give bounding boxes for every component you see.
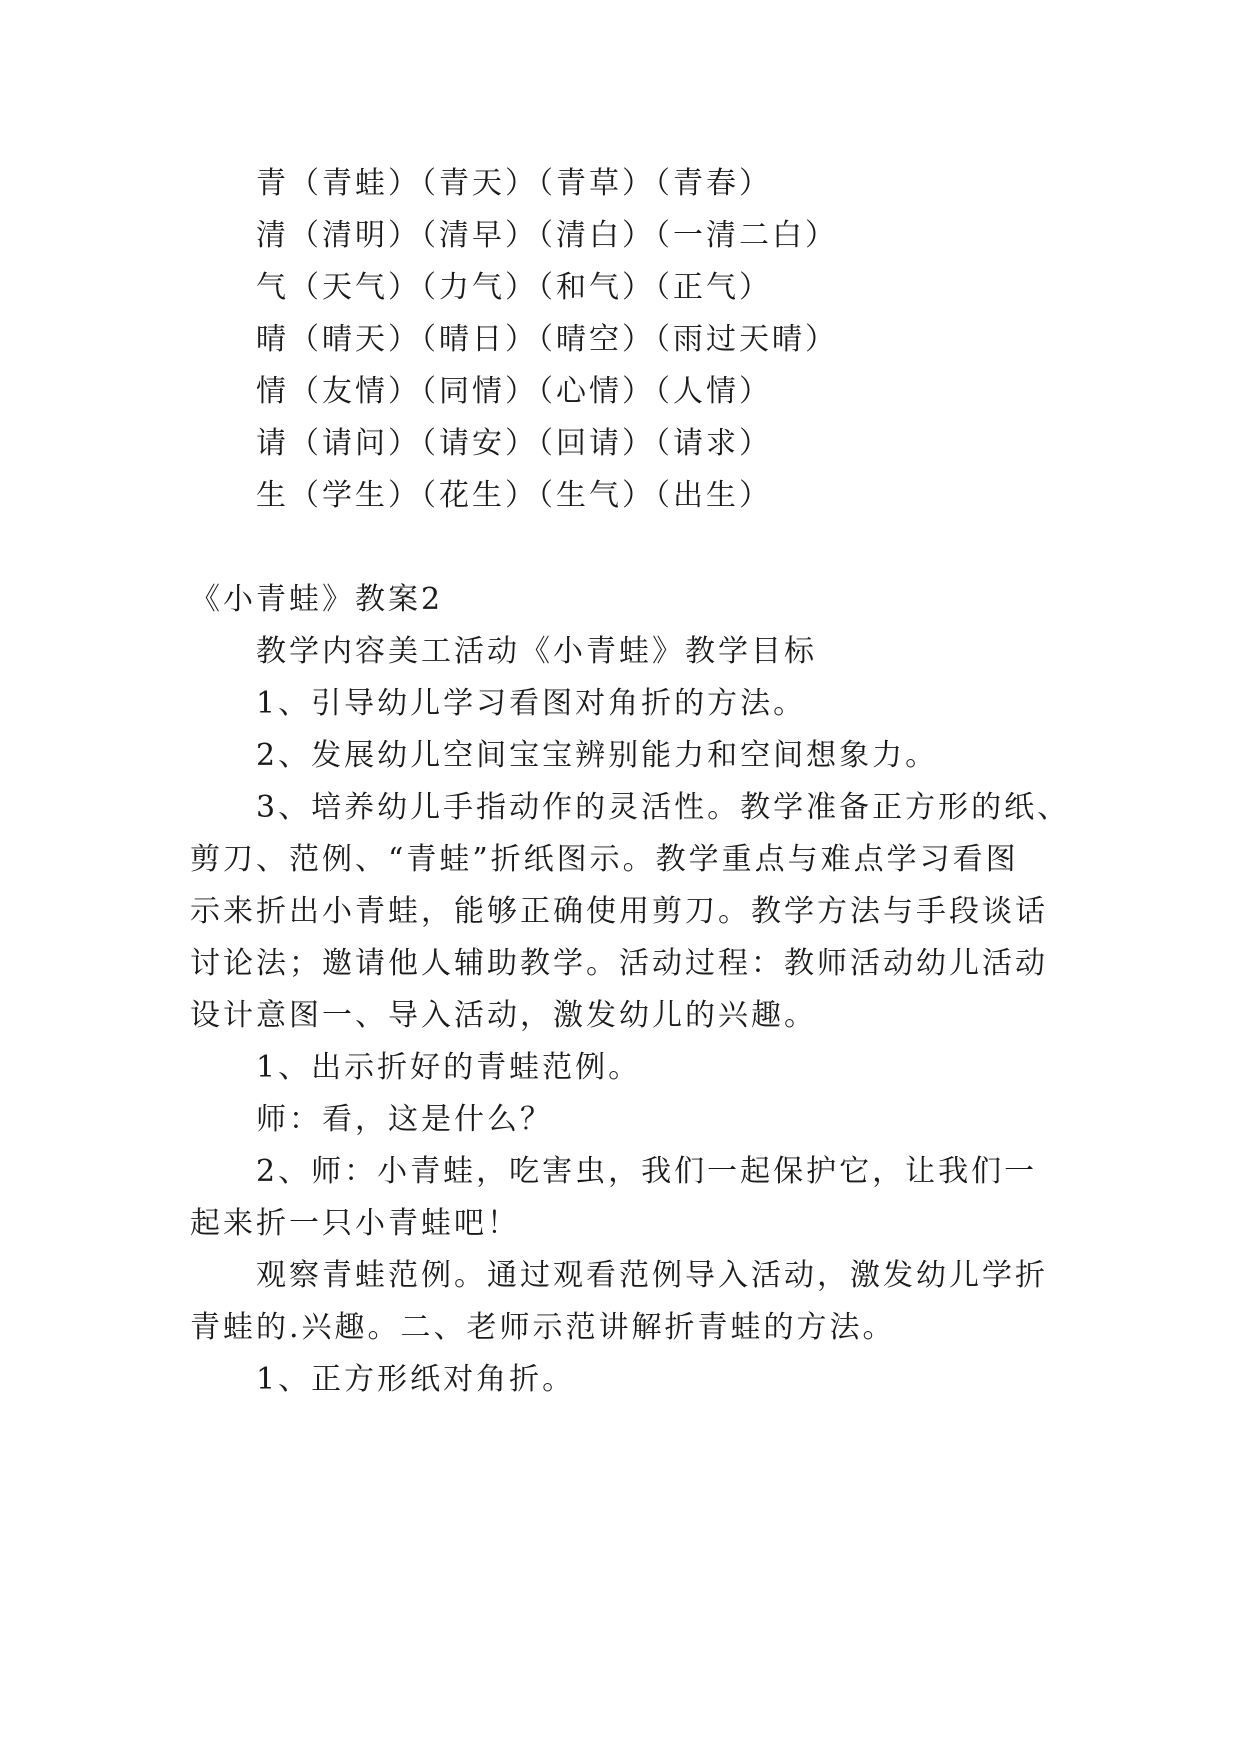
word-list-line-6: 请（请问）（请安）（回请）（请求） <box>256 426 772 461</box>
paragraph-line-8: 设计意图一、导入活动，激发幼儿的兴趣。 <box>190 998 817 1033</box>
section-title: 《小青蛙》教案2 <box>190 582 444 617</box>
word-list-line-5: 情（友情）（同情）（心情）（人情） <box>256 374 772 409</box>
word-list-line-4: 晴（晴天）（晴日）（晴空）（雨过天晴） <box>256 322 838 357</box>
paragraph-line-6: 示来折出小青蛙，能够正确使用剪刀。教学方法与手段谈话 <box>190 894 1048 929</box>
paragraph-line-5: 剪刀、范例、“青蛙”折纸图示。教学重点与难点学习看图 <box>190 842 1019 877</box>
paragraph-line-9: 1、出示折好的青蛙范例。 <box>256 1050 642 1085</box>
word-list-line-3: 气（天气）（力气）（和气）（正气） <box>256 270 772 305</box>
paragraph-line-12: 起来折一只小青蛙吧！ <box>190 1206 520 1241</box>
paragraph-line-10: 师：看，这是什么？ <box>256 1102 553 1137</box>
paragraph-line-7: 讨论法；邀请他人辅助教学。活动过程：教师活动幼儿活动 <box>190 946 1048 981</box>
word-list-line-1: 青（青蛙）（青天）（青草）（青春） <box>256 166 772 201</box>
paragraph-line-4: 3、培养幼儿手指动作的灵活性。教学准备正方形的纸、 <box>256 790 1071 825</box>
paragraph-line-15: 1、正方形纸对角折。 <box>256 1362 576 1397</box>
paragraph-line-2: 1、引导幼儿学习看图对角折的方法。 <box>256 686 807 721</box>
word-list-line-2: 清（清明）（清早）（清白）（一清二白） <box>256 218 838 253</box>
paragraph-line-13: 观察青蛙范例。通过观看范例导入活动，激发幼儿学折 <box>256 1258 1048 1293</box>
paragraph-line-11: 2、师：小青蛙，吃害虫，我们一起保护它，让我们一 <box>256 1154 1038 1189</box>
paragraph-line-14: 青蛙的.兴趣。二、老师示范讲解折青蛙的方法。 <box>190 1310 896 1345</box>
paragraph-line-1: 教学内容美工活动《小青蛙》教学目标 <box>256 634 817 669</box>
paragraph-line-3: 2、发展幼儿空间宝宝辨别能力和空间想象力。 <box>256 738 939 773</box>
word-list-line-7: 生（学生）（花生）（生气）（出生） <box>256 478 772 513</box>
